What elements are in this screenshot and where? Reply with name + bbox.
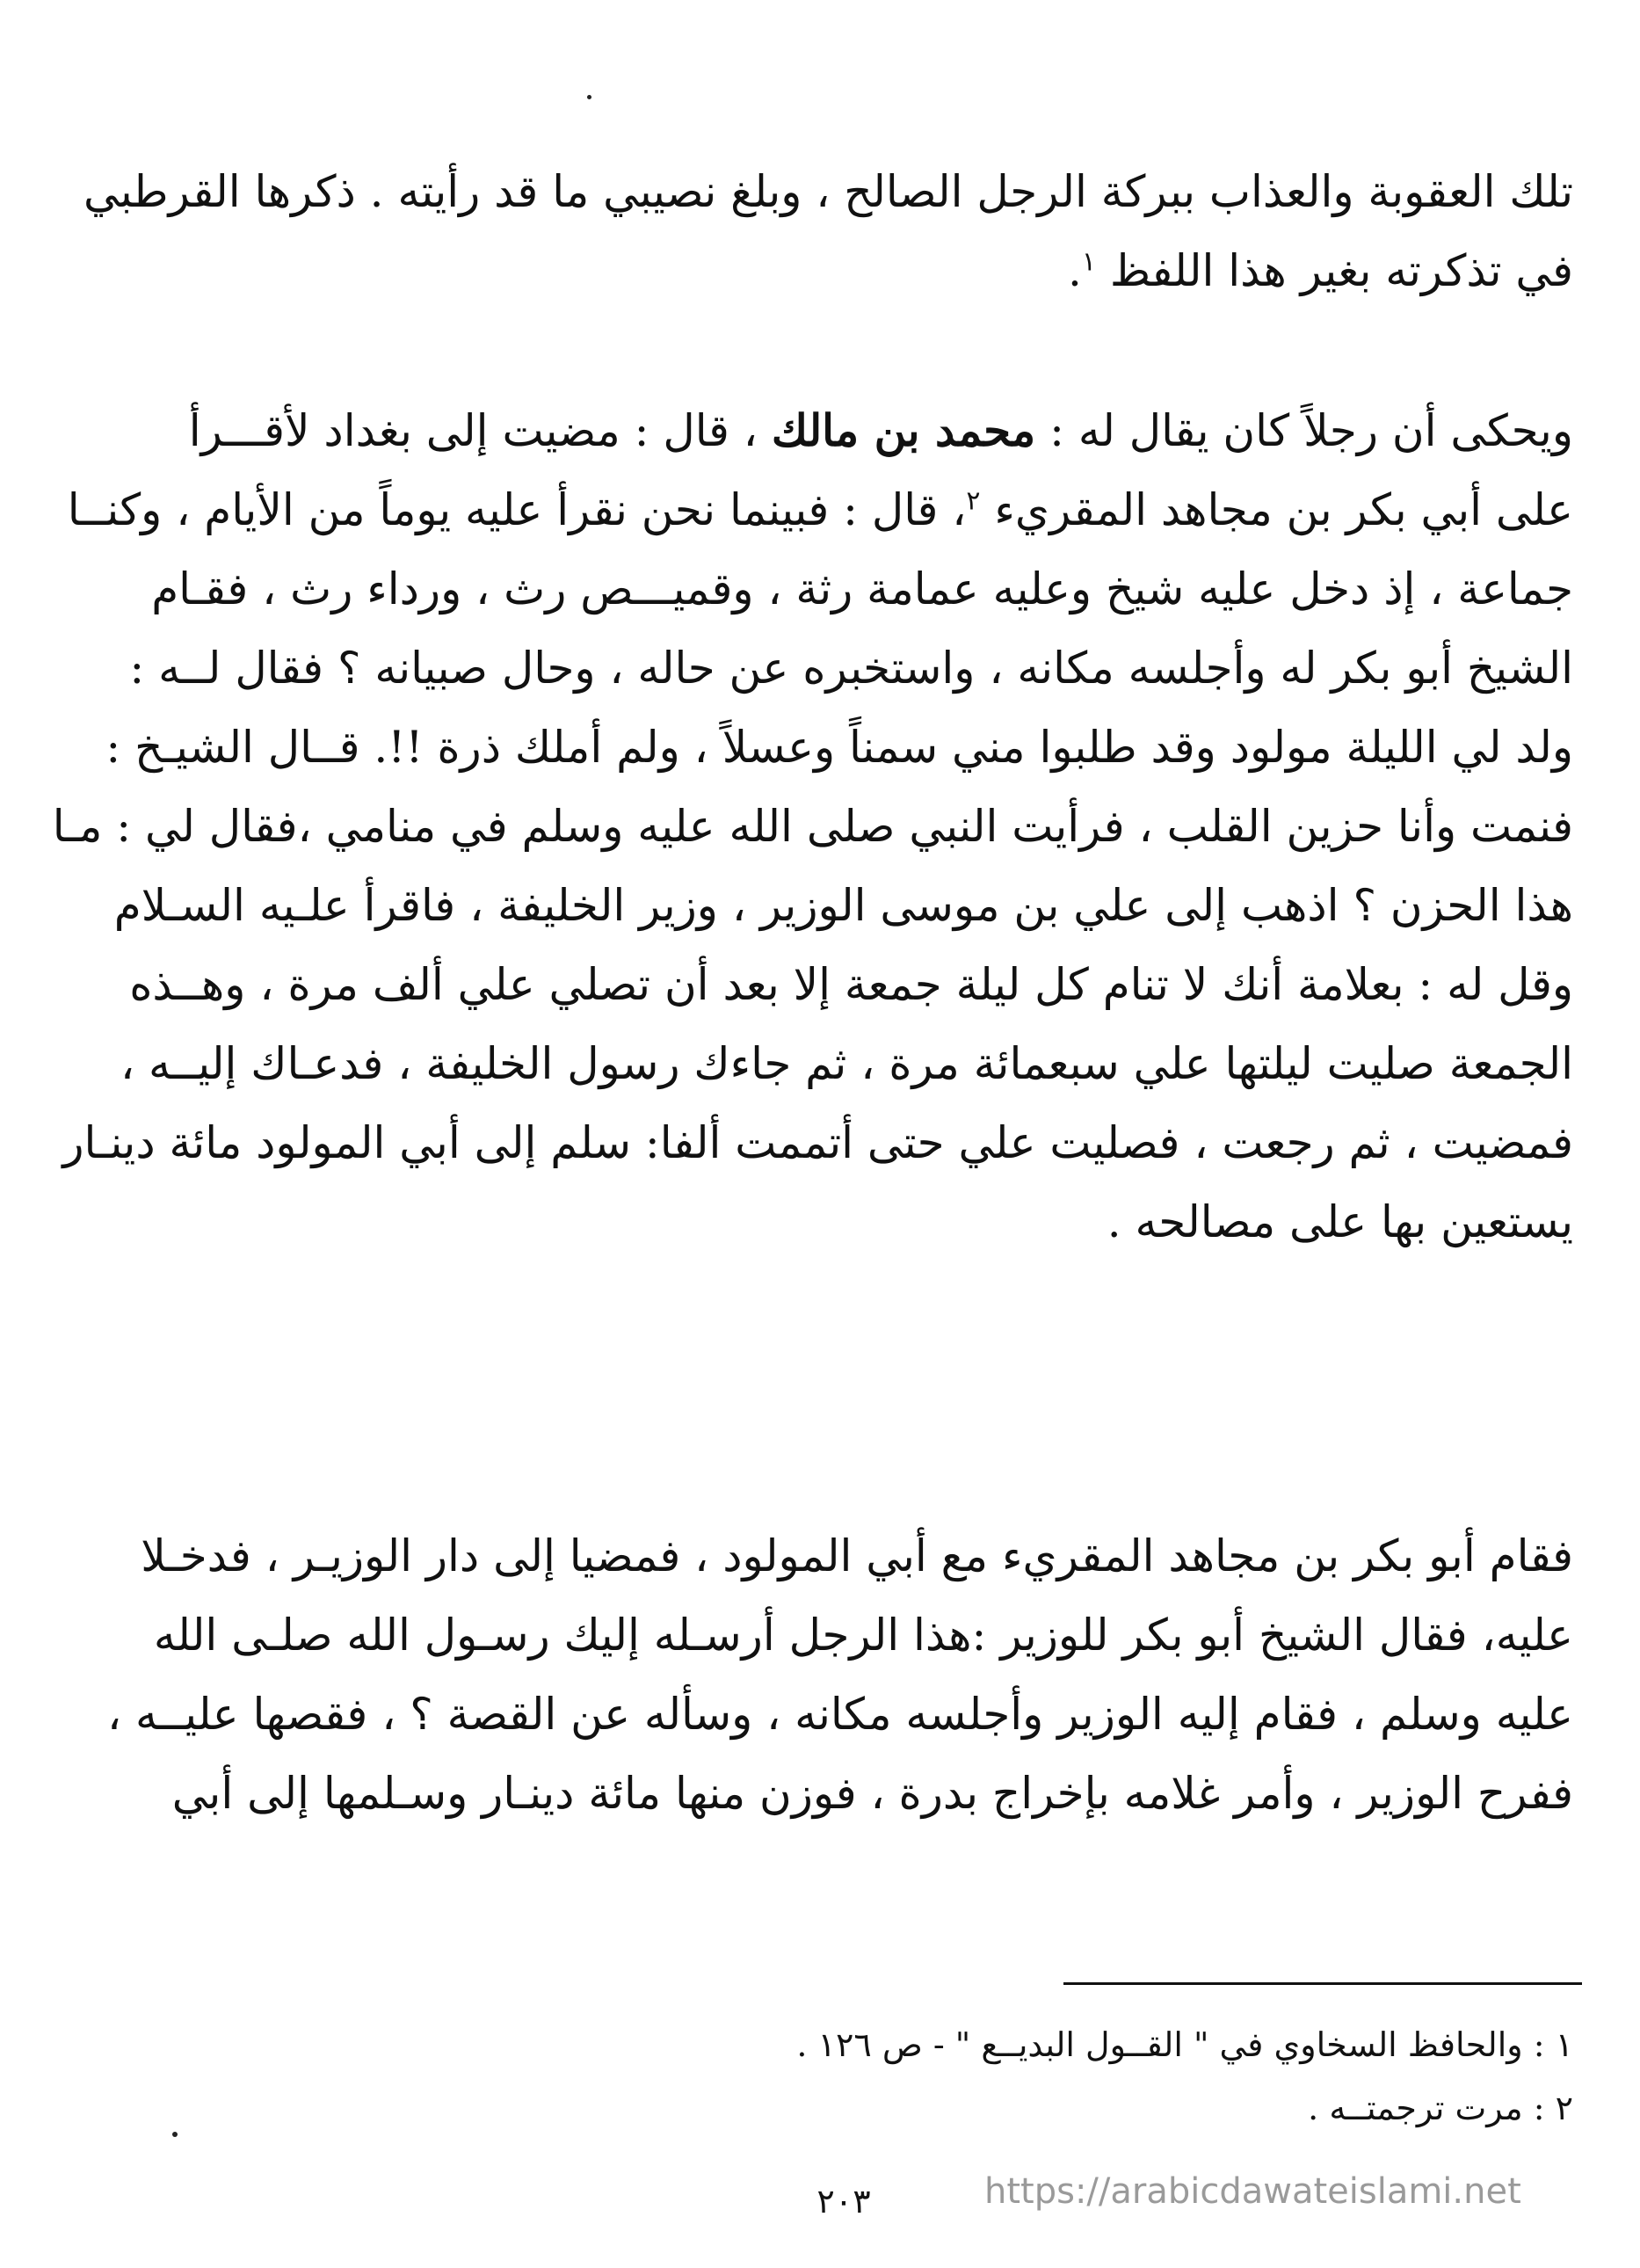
text-line: يستعين بها على مصالحه . [1107, 1196, 1573, 1247]
text-run: على أبي بكر بن مجاهد المقريء [994, 484, 1573, 535]
text-run: ، قال : فبينما نحن نقرأ عليه يوماً من الأيام ، وكنــا [67, 484, 967, 535]
text-line: تلك العقوبة والعذاب ببركة الرجل الصالح ، وبلغ نصيبي ما قد رأيته . ذكرها القرطبي [83, 166, 1573, 217]
footnote-2: ٢ : مرت ترجمتــه . [1308, 2089, 1573, 2127]
text-line: الجمعة صليت ليلتها علي سبعمائة مرة ، ثم جاءك رسول الخليفة ، فدعـاك إليــه ، [120, 1038, 1573, 1089]
text-line [123, 391, 1573, 470]
text-line: عليه، فقال الشيخ أبو بكر للوزير :هذا الرجل أرسـله إليك رسـول الله صلـى الله [153, 1610, 1573, 1661]
page-number: ٢٠٣ [816, 2182, 871, 2221]
text-line: ففرح الوزير ، وأمر غلامه بإخراج بدرة ، فوزن منها مائة دينـار وسـلمها إلى أبي [171, 1768, 1573, 1819]
text-line: جماعة ، إذ دخل عليه شيخ وعليه عمامة رثة ، وقميـــص رث ، ورداء رث ، فقـام [151, 563, 1573, 614]
ink-speck [587, 95, 591, 99]
text-line: فنمت وأنا حزين القلب ، فرأيت النبي صلى الله عليه وسلم في منامي ،فقال لي : مـا [52, 801, 1573, 852]
text-line: عليه وسلم ، فقام إليه الوزير وأجلسه مكانه ، وسأله عن القصة ؟ ، فقصها عليــه ، [106, 1689, 1573, 1740]
text-run: . [1067, 245, 1082, 296]
text-run: في تذكرته بغير هذا اللفظ [1109, 245, 1573, 296]
text-run: ، قال : مضيت إلى بغداد لأقـــرأ [188, 405, 772, 456]
text-line [67, 470, 1573, 549]
text-line [123, 231, 1573, 310]
person-name: محمد بن مالك [771, 404, 1036, 456]
text-run: ويحكى أن رجلاً كان يقال له : [1035, 405, 1573, 456]
footnote-ref-2: ٢ [966, 485, 981, 517]
paragraph-1 [83, 152, 1573, 310]
footnotes [123, 2013, 1573, 2140]
text-line: هذا الحزن ؟ اذهب إلى علي بن موسى الوزير ، وزير الخليفة ، فاقرأ علـيه السـلام [113, 880, 1573, 931]
text-line: الشيخ أبو بكر له وأجلسه مكانه ، واستخبره عن حاله ، وحال صبيانه ؟ فقال لــه : [129, 643, 1573, 694]
text-line: فمضيت ، ثم رجعت ، فصليت علي حتى أتممت ألفا: سلم إلى أبي المولود مائة دينـار [62, 1117, 1573, 1168]
text-line: ولد لي الليلة مولود وقد طلبوا مني سمناً وعسلاً ، ولم أملك ذرة !!. قــال الشيـخ : [105, 722, 1573, 773]
text-line: وقل له : بعلامة أنك لا تنام كل ليلة جمعة إلا بعد أن تصلي علي ألف مرة ، وهــذه [129, 959, 1573, 1010]
paragraph-2 [52, 391, 1573, 1261]
watermark-url: https://arabicdawateislami.net [984, 2171, 1521, 2212]
footnote-1: ١ : والحافظ السخاوي في " القــول البديــع " - ص ١٢٦ . [796, 2025, 1573, 2064]
footnote-ref-1: ١ [1081, 246, 1097, 278]
text-line: فقام أبو بكر بن مجاهد المقريء مع أبي المولود ، فمضيا إلى دار الوزيـر ، فدخـلا [141, 1530, 1573, 1581]
footnote-divider [1063, 1982, 1582, 1985]
paragraph-3 [106, 1516, 1573, 1833]
